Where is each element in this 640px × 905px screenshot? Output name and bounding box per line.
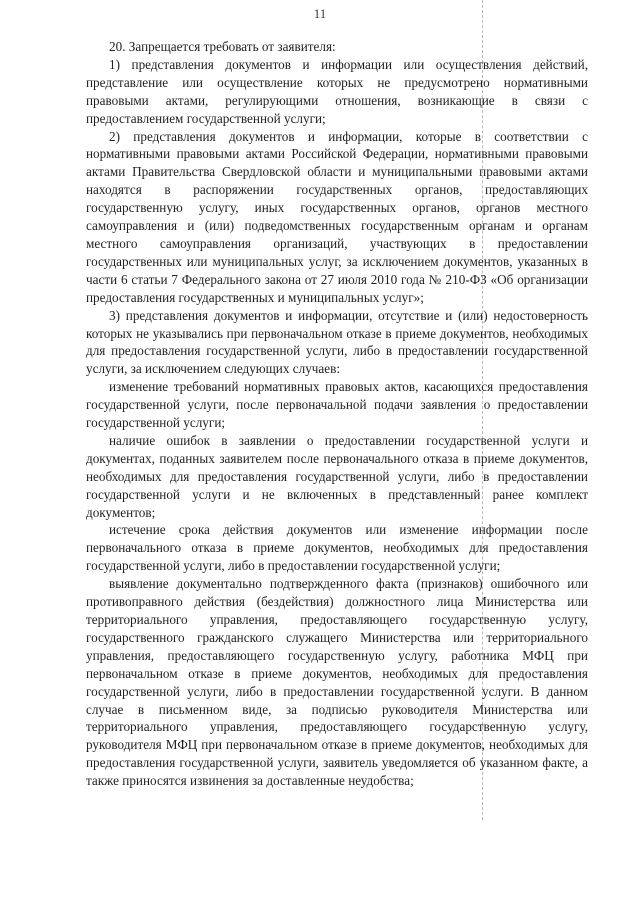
paragraph-case-errors: наличие ошибок в заявлении о предоставлении государственной услуги и документах, поданных заявителем после первоначального отказа в приеме документов, необходимых для предоставления государственной услуги, либо в предоставлении государственной услуги и не включенных в представленный ранее комплект документов;	[86, 432, 588, 520]
paragraph-case-expiry: истечение срока действия документов или изменение информации после первоначального отказа в приеме документов, необходимых для предоставления государственной услуги, либо в предоставлении государственной услуги;	[86, 522, 588, 574]
paragraph-case-requirements-change: изменение требований нормативных правовых актов, касающихся предоставления государственной услуги, после первоначальной подачи заявления о предоставлении государственной услуги;	[86, 379, 588, 431]
paragraph-subitem-3: 3) представления документов и информации, отсутствие и (или) недостоверность которых не указывались при первоначальном отказе в приеме документов, необходимых для предоставления государственной услуги, либо в предоставлении государственной услуги, за исключением следующих случаев:	[86, 307, 588, 377]
paragraph-subitem-2: 2) представления документов и информации, которые в соответствии с нормативными правовыми актами Российской Федерации, нормативными правовыми актами Правительства Свердловской области и муниципальными правовыми актами находятся в распоряжении государственных органов, предоставляющих государственную услугу, иных государственных органов, органов местного самоуправления и (или) подведомственных государственным органам и органам местного самоуправления организаций, участвующих в предоставлении государственных или муниципальных услуг, за исключением документов, указанных в части 6 статьи 7 Федерального закона от 27 июля 2010 года № 210-ФЗ «Об организации предоставления государственных и муниципальных услуг»;	[86, 128, 588, 305]
document-body	[86, 38, 588, 790]
paragraph-subitem-1: 1) представления документов и информации или осуществления действий, представление или осуществление которых не предусмотрено нормативными правовыми актами, регулирующими отношения, возникающие в связи с предоставлением государственной услуги;	[86, 56, 588, 126]
page-number: 11	[313, 6, 327, 21]
paragraph-item-20: 20. Запрещается требовать от заявителя:	[109, 39, 336, 54]
paragraph-case-misconduct: выявление документально подтвержденного факта (признаков) ошибочного или противоправного действия (бездействия) должностного лица Министерства или территориального управления, предоставляющего государственную услугу, государственного гражданского служащего Министерства или территориального управления, предоставляющего государственную услугу, работника МФЦ при первоначальном отказе в приеме документов, необходимых для предоставления государственной услуги, либо в предоставлении государственной услуги. В данном случае в письменном виде, за подписью руководителя Министерства или территориального управления, предоставляющего государственную услугу, руководителя МФЦ при первоначальном отказе в приеме документов, необходимых для предоставления государственной услуги, заявитель уведомляется об указанном факте, а также приносятся извинения за доставленные неудобства;	[86, 576, 588, 789]
